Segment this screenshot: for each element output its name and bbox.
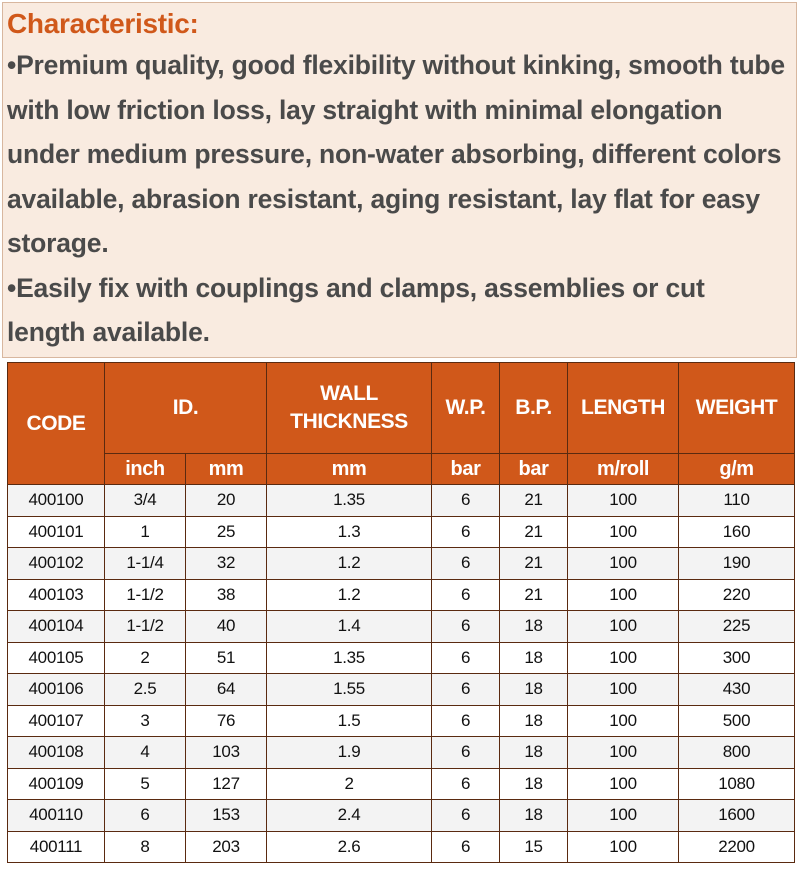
cell-inch: 2 [105, 642, 186, 674]
table-row [8, 642, 795, 674]
cell-code: 400101 [8, 516, 105, 548]
specification-table [7, 362, 795, 863]
cell-weight: 160 [679, 516, 795, 548]
cell-wall: 1.3 [267, 516, 432, 548]
characteristic-bullet-2: •Easily fix with couplings and clamps, assemblies or cut length available. [7, 272, 705, 347]
cell-weight: 500 [679, 705, 795, 737]
table-row [8, 485, 795, 517]
cell-wp: 6 [432, 674, 500, 706]
table-row [8, 579, 795, 611]
cell-bp: 18 [500, 737, 568, 769]
cell-weight: 1080 [679, 768, 795, 800]
cell-mm: 103 [186, 737, 267, 769]
cell-wp: 6 [432, 737, 500, 769]
cell-inch: 3/4 [105, 485, 186, 517]
cell-length: 100 [568, 831, 679, 863]
table-row [8, 705, 795, 737]
cell-wp: 6 [432, 642, 500, 674]
cell-code: 400109 [8, 768, 105, 800]
cell-weight: 220 [679, 579, 795, 611]
cell-weight: 1600 [679, 800, 795, 832]
unit-id-inch: inch [105, 454, 186, 485]
cell-weight: 225 [679, 611, 795, 643]
cell-wp: 6 [432, 831, 500, 863]
cell-wall: 1.9 [267, 737, 432, 769]
cell-wall: 2.6 [267, 831, 432, 863]
cell-code: 400102 [8, 548, 105, 580]
cell-inch: 5 [105, 768, 186, 800]
cell-length: 100 [568, 800, 679, 832]
cell-inch: 4 [105, 737, 186, 769]
cell-length: 100 [568, 548, 679, 580]
cell-wp: 6 [432, 768, 500, 800]
cell-bp: 18 [500, 611, 568, 643]
header-wall-thickness [267, 363, 432, 454]
cell-code: 400106 [8, 674, 105, 706]
cell-inch: 3 [105, 705, 186, 737]
cell-bp: 18 [500, 642, 568, 674]
cell-inch: 1 [105, 516, 186, 548]
cell-wall: 1.2 [267, 548, 432, 580]
unit-length: m/roll [568, 454, 679, 485]
unit-id-mm: mm [186, 454, 267, 485]
cell-length: 100 [568, 642, 679, 674]
table-row [8, 831, 795, 863]
characteristic-bullet-1: •Premium quality, good flexibility without kinking, smooth tube with low friction loss, lay straight with minimal elongation under medium pressure, non-water absorbing, different colors available, abrasion resistant, aging resistant, lay flat for easy storage. [7, 50, 785, 258]
unit-weight: g/m [679, 454, 795, 485]
cell-mm: 51 [186, 642, 267, 674]
cell-bp: 18 [500, 768, 568, 800]
cell-length: 100 [568, 485, 679, 517]
cell-inch: 8 [105, 831, 186, 863]
cell-length: 100 [568, 579, 679, 611]
cell-code: 400110 [8, 800, 105, 832]
cell-mm: 25 [186, 516, 267, 548]
cell-bp: 15 [500, 831, 568, 863]
cell-wall: 1.5 [267, 705, 432, 737]
cell-bp: 18 [500, 674, 568, 706]
cell-mm: 153 [186, 800, 267, 832]
cell-inch: 6 [105, 800, 186, 832]
cell-wall: 1.35 [267, 485, 432, 517]
cell-wp: 6 [432, 800, 500, 832]
cell-length: 100 [568, 737, 679, 769]
cell-inch: 1-1/2 [105, 611, 186, 643]
cell-wall: 1.35 [267, 642, 432, 674]
cell-code: 400104 [8, 611, 105, 643]
cell-code: 400105 [8, 642, 105, 674]
unit-bp: bar [500, 454, 568, 485]
cell-wp: 6 [432, 548, 500, 580]
cell-length: 100 [568, 516, 679, 548]
cell-inch: 1-1/2 [105, 579, 186, 611]
cell-mm: 32 [186, 548, 267, 580]
cell-bp: 18 [500, 800, 568, 832]
table-row [8, 737, 795, 769]
table-row [8, 768, 795, 800]
cell-code: 400100 [8, 485, 105, 517]
cell-bp: 21 [500, 485, 568, 517]
cell-code: 400111 [8, 831, 105, 863]
characteristic-panel [2, 2, 797, 358]
cell-weight: 190 [679, 548, 795, 580]
table-row [8, 674, 795, 706]
header-code: CODE [8, 363, 105, 485]
cell-length: 100 [568, 768, 679, 800]
cell-mm: 127 [186, 768, 267, 800]
unit-wp: bar [432, 454, 500, 485]
cell-weight: 110 [679, 485, 795, 517]
cell-weight: 2200 [679, 831, 795, 863]
cell-mm: 20 [186, 485, 267, 517]
cell-wp: 6 [432, 579, 500, 611]
table-row [8, 611, 795, 643]
table-row [8, 800, 795, 832]
table-row [8, 516, 795, 548]
cell-bp: 21 [500, 516, 568, 548]
cell-wall: 1.55 [267, 674, 432, 706]
cell-length: 100 [568, 611, 679, 643]
cell-length: 100 [568, 674, 679, 706]
characteristic-title: Characteristic: [7, 8, 199, 39]
header-bp: B.P. [500, 363, 568, 454]
unit-wall-thickness: mm [267, 454, 432, 485]
cell-mm: 38 [186, 579, 267, 611]
cell-weight: 430 [679, 674, 795, 706]
header-wp: W.P. [432, 363, 500, 454]
cell-inch: 1-1/4 [105, 548, 186, 580]
cell-code: 400108 [8, 737, 105, 769]
cell-wall: 2.4 [267, 800, 432, 832]
cell-mm: 76 [186, 705, 267, 737]
header-weight: WEIGHT [679, 363, 795, 454]
cell-weight: 800 [679, 737, 795, 769]
cell-mm: 203 [186, 831, 267, 863]
cell-wall: 1.2 [267, 579, 432, 611]
cell-wall: 1.4 [267, 611, 432, 643]
table-body [8, 485, 795, 863]
cell-wp: 6 [432, 516, 500, 548]
header-wall-thickness-label: WALL THICKNESS [290, 382, 408, 433]
cell-weight: 300 [679, 642, 795, 674]
cell-code: 400107 [8, 705, 105, 737]
header-id: ID. [105, 363, 267, 454]
table-row [8, 548, 795, 580]
cell-bp: 18 [500, 705, 568, 737]
cell-wp: 6 [432, 611, 500, 643]
cell-wall: 2 [267, 768, 432, 800]
cell-wp: 6 [432, 485, 500, 517]
header-length: LENGTH [568, 363, 679, 454]
cell-bp: 21 [500, 579, 568, 611]
cell-code: 400103 [8, 579, 105, 611]
cell-mm: 40 [186, 611, 267, 643]
cell-wp: 6 [432, 705, 500, 737]
cell-mm: 64 [186, 674, 267, 706]
cell-bp: 21 [500, 548, 568, 580]
cell-inch: 2.5 [105, 674, 186, 706]
cell-length: 100 [568, 705, 679, 737]
